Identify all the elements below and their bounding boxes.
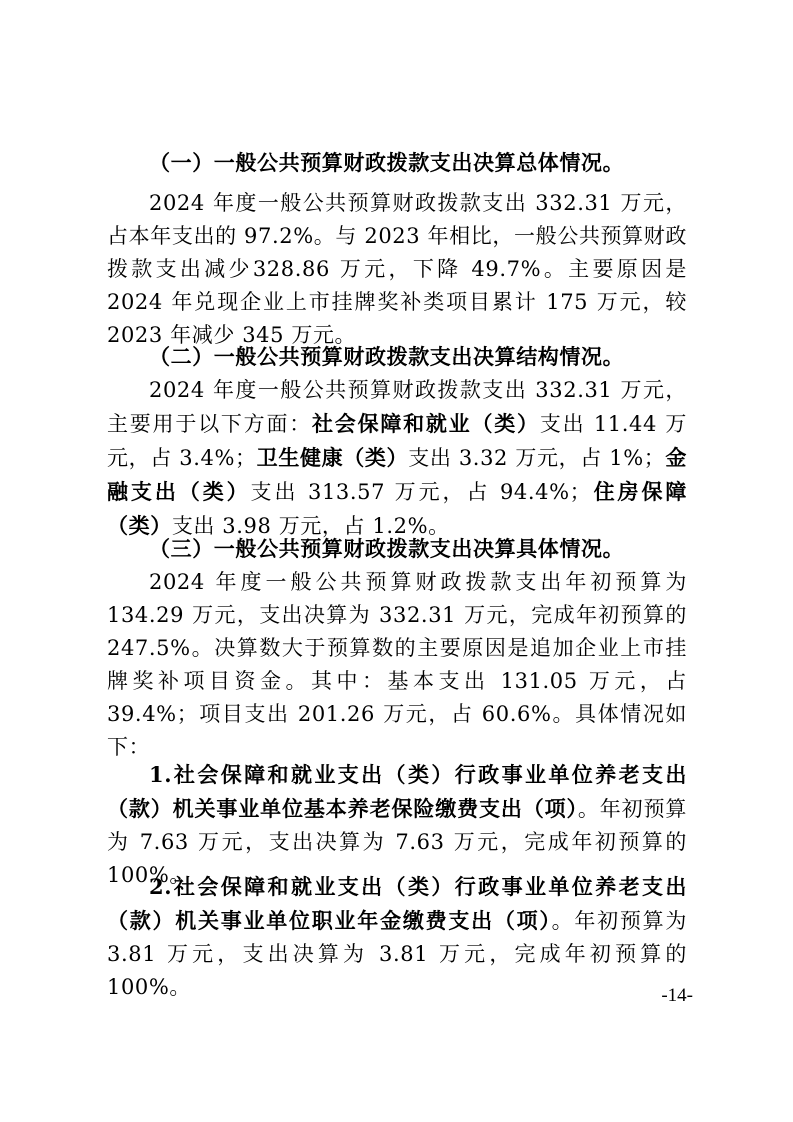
category-housing-text: 支出 3.98 万元，占 1.2%。 [171, 514, 450, 538]
detail-item-2-text: 。年初预算为 3.81 万元，支出决算为 3.81 万元，完成年初预算的 100%。 [107, 909, 688, 999]
category-social-security: 社会保障和就业（类） [312, 411, 540, 436]
section2-heading: （二）一般公共预算财政拨款支出决算结构情况。 [149, 344, 625, 369]
category-health: 卫生健康（类） [256, 445, 409, 470]
section1-heading: （一）一般公共预算财政拨款支出决算总体情况。 [149, 150, 625, 175]
section2-paragraph [107, 374, 687, 543]
section3-heading: （三）一般公共预算财政拨款支出决算具体情况。 [149, 536, 625, 561]
category-social-security-text: 支出 11.44 万元，占 3.4%； [107, 412, 687, 470]
section1-paragraph: 2024 年度一般公共预算财政拨款支出 332.31 万元，占本年支出的 97.2%。与 2023 年相比，一般公共预算财政拨款支出减少328.86 万元，下降 49.7%。主要原因是 2024 年兑现企业上市挂牌奖补类项目累计 175 万元，较 2023 年减少 345 万元。 [107, 191, 687, 347]
detail-item-2-label: 2.社会保障和就业支出（类）行政事业单位养老支出（款）机关事业单位职业年金缴费支出（项） [107, 874, 687, 933]
category-finance-text: 支出 313.57 万元，占 94.4%； [250, 480, 592, 504]
detail-item-2 [107, 870, 687, 1004]
page-number: -14- [661, 985, 693, 1006]
category-finance: 金融支出（类） [107, 445, 688, 504]
category-housing: 住房保障（类） [107, 479, 687, 538]
section3-paragraph: 2024 年度一般公共预算财政拨款支出年初预算为 134.29 万元，支出决算为 332.31 万元，完成年初预算的 247.5%。决算数大于预算数的主要原因是追加企业上市挂牌奖补项目资金。其中：基本支出 131.05 万元，占 39.4%；项目支出 201.26 万元，占 60.6%。具体情况如下： [107, 570, 687, 759]
detail-item-1-text: 。年初预算为 7.63 万元，支出决算为 7.63 万元，完成年初预算的 100%。 [107, 797, 687, 887]
section2-intro: 2024 年度一般公共预算财政拨款支出 332.31 万元，主要用于以下方面： [107, 378, 687, 436]
category-health-text: 支出 3.32 万元，占 1%； [408, 446, 666, 470]
detail-item-1-label: 1.社会保障和就业支出（类）行政事业单位养老支出（款）机关事业单位基本养老保险缴费支出（项） [107, 762, 687, 821]
